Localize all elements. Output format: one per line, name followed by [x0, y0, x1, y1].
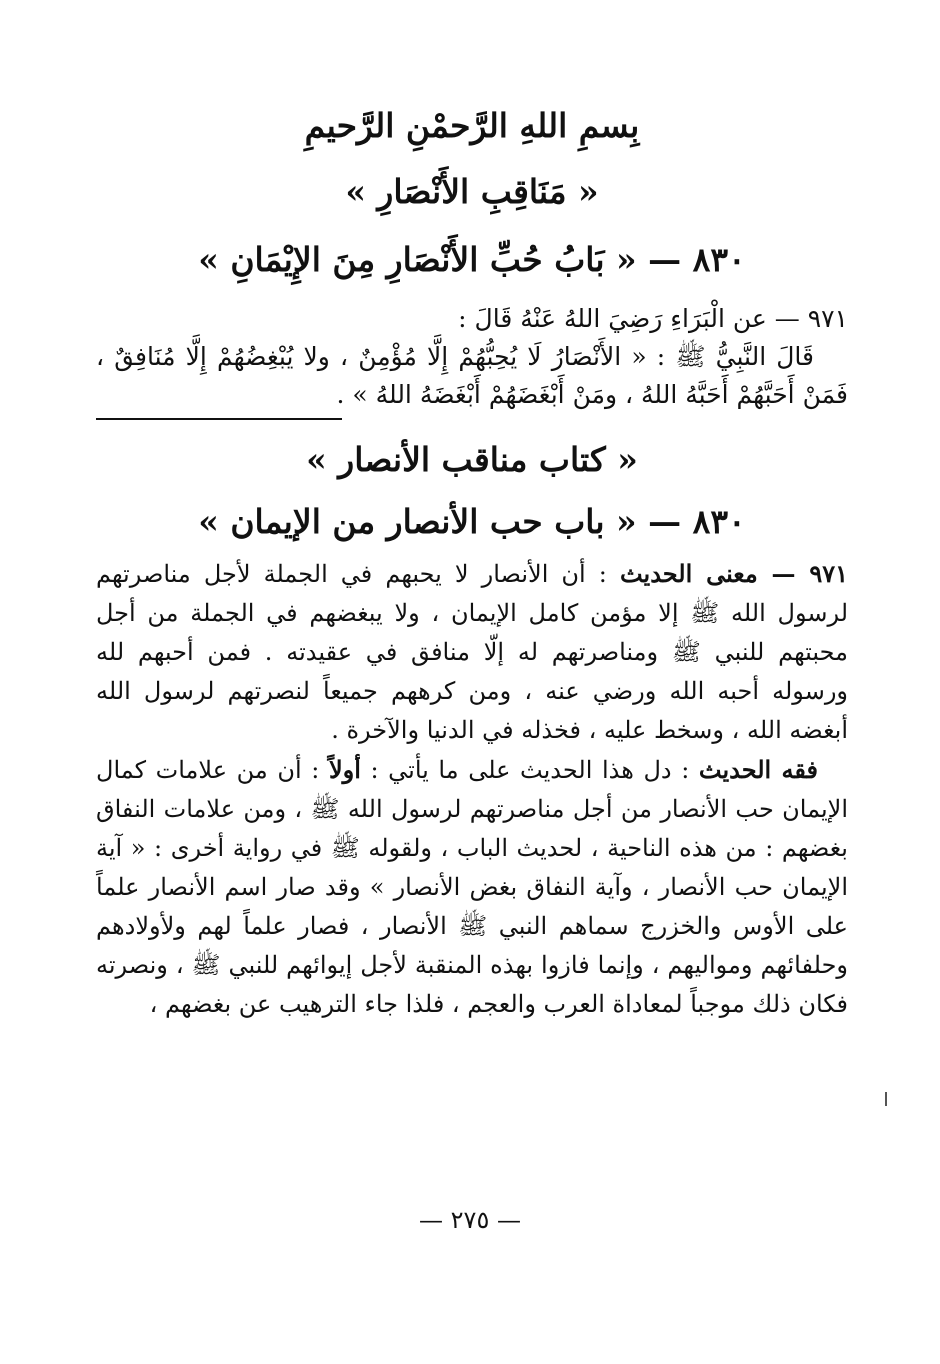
section-divider-wrap: [96, 418, 848, 420]
fiqh-intro: : دل هذا الحديث على ما يأتي :: [360, 756, 699, 784]
section-title: « مَنَاقِبِ الأَنْصَارِ »: [345, 172, 599, 211]
fiqh-text: : أن من علامات كمال الإيمان حب الأنصار من أجل مناصرتهم لرسول الله ﷺ ، ومن علامات النفاق بغضهم : من هذه الناحية ، لحديث الباب ، ولقوله ﷺ في رواية أخرى : « آية الإيمان حب الأنصار ، وآية النفاق بغض الأنصار » وقد صار اسم الأنصار علماً على الأوس والخزرج سماهم النبي ﷺ الأنصار ، فصار علماً لهم ولأولادهم وحلفائهم ومواليهم ، وإنما فازوا بهذه المنقبة لأجل إيوائهم للنبي ﷺ ، ونصرته فكان ذلك موجباً لمعاداة العرب والعجم ، فلذا جاء الترهيب عن بغضهم ،: [96, 756, 848, 1018]
basmala-heading: بِسمِ اللهِ الرَّحمْنِ الرَّحيمِ: [304, 106, 640, 145]
chapter-heading-commentary: ٨٣٠ — « باب حب الأنصار من الإيمان »: [198, 502, 746, 541]
fiqh-paragraph: [96, 750, 848, 1024]
chapter-heading-original: ٨٣٠ — « بَابُ حُبِّ الأَنْصَارِ مِنَ الإِيْمَانِ »: [198, 240, 746, 279]
section-divider: [96, 418, 342, 420]
meaning-label: ٩٧١ — معنى الحديث: [619, 559, 848, 588]
meaning-text: : أن الأنصار لا يحبهم في الجملة لأجل مناصرتهم لرسول الله ﷺ إلا مؤمن كامل الإيمان ، ولا يبغضهم في الجملة من أجل محبتهم للنبي ﷺ ومناصرتهم له إلّا منافق في عقيدته . فمن أحبهم لله ورسوله أحبه الله ورضي عنه ، ومن كرههم جميعاً لنصرتهم لرسول الله أبغضه الله ، وسخط عليه ، فخذله في الدنيا والآخرة .: [96, 560, 849, 744]
fiqh-label: فقه الحديث: [698, 755, 819, 784]
hadith-text: قَالَ النَّبِيُّ ﷺ : « الأَنْصَارُ لَا يُحِبُّهُمْ إِلَّا مُؤْمِنٌ ، ولا يُبْغِضُهُمْ إِلَّا مُنَافِقٌ ، فَمَنْ أَحَبَّهُمْ أَحَبَّهُ اللهُ ، ومَنْ أَبْغَضَهُمْ أَبْغَضَهُ اللهُ » .: [96, 342, 848, 409]
book-title: « كتاب مناقب الأنصار »: [306, 440, 638, 479]
first-point-label: أولاً: [328, 755, 361, 784]
meaning-paragraph: [96, 554, 848, 750]
page-number: — ٢٧٥ —: [419, 1206, 521, 1234]
hadith-narrator-line: ٩٧١ — عن الْبَرَاءِ رَضِيَ اللهُ عَنْهُ قَالَ :: [458, 304, 848, 333]
margin-mark: [885, 1092, 887, 1106]
